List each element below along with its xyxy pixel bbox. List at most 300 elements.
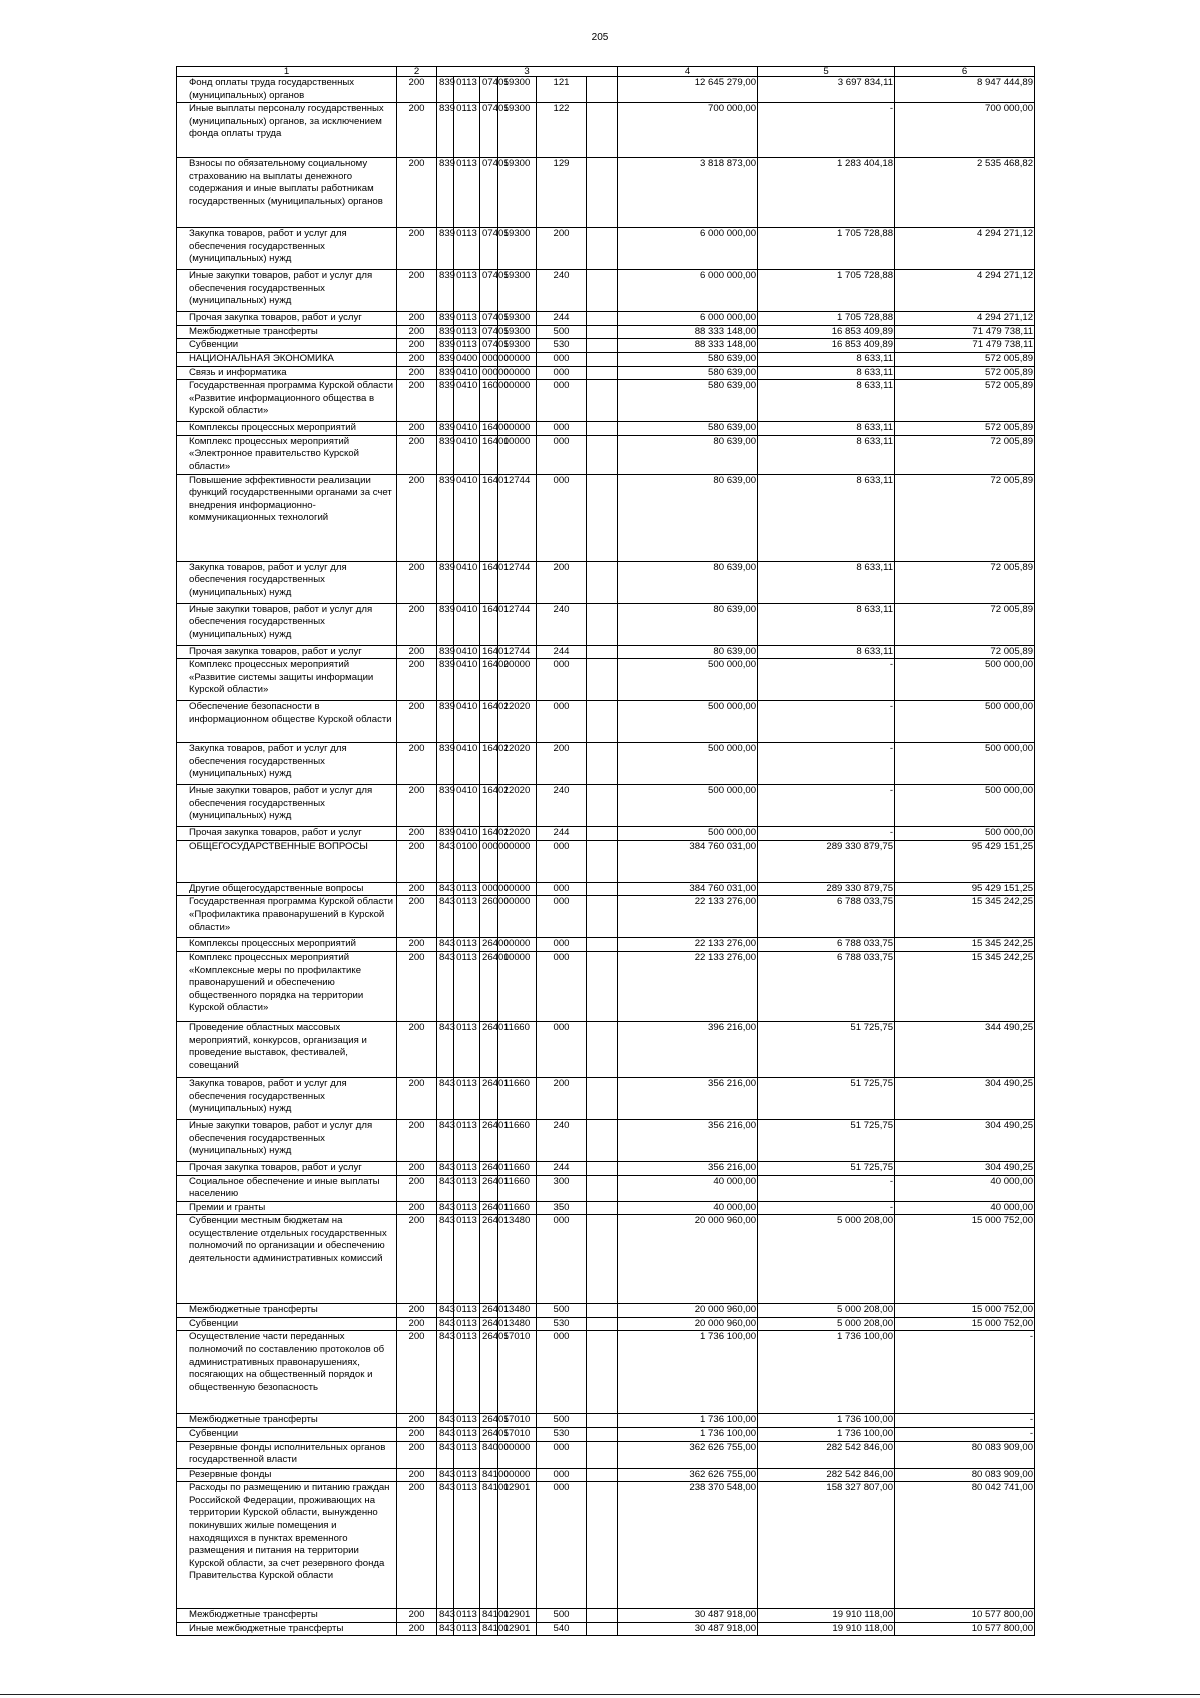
row-name: Взносы по обязательному социальному страхованию на выплаты денежного содержания и иные выплаты работникам государственных (муниципальных) органов bbox=[177, 158, 397, 228]
table-row bbox=[177, 1622, 1035, 1636]
row-vid: 244 bbox=[537, 312, 587, 326]
row-prog: 84100 bbox=[480, 1609, 498, 1623]
row-ministry: 843 bbox=[437, 896, 454, 938]
row-fact: 6 788 033,75 bbox=[758, 896, 895, 938]
table-row bbox=[177, 645, 1035, 659]
row-vid: 530 bbox=[537, 1428, 587, 1442]
row-vid: 240 bbox=[537, 785, 587, 827]
row-section: 0113 bbox=[454, 1215, 480, 1304]
table-row bbox=[177, 1331, 1035, 1414]
row-admin: 200 bbox=[397, 422, 437, 436]
row-plan: 22 133 276,00 bbox=[618, 938, 758, 952]
row-section: 0400 bbox=[454, 352, 480, 366]
row-ministry: 843 bbox=[437, 951, 454, 1021]
row-ministry: 839 bbox=[437, 158, 454, 228]
row-prog: 16402 bbox=[480, 785, 498, 827]
table-row bbox=[177, 951, 1035, 1021]
spacer-cell bbox=[587, 938, 618, 952]
row-name: Иные закупки товаров, работ и услуг для обеспечения государственных (муниципальных) нужд bbox=[177, 785, 397, 827]
header-col-6: 6 bbox=[895, 67, 1035, 77]
spacer-cell bbox=[587, 380, 618, 422]
row-name: Межбюджетные трансферты bbox=[177, 325, 397, 339]
row-section: 0113 bbox=[454, 938, 480, 952]
table-body bbox=[177, 77, 1035, 1636]
row-name: Комплекс процессных мероприятий «Развитие системы защиты информации Курской области» bbox=[177, 659, 397, 701]
row-fact: 1 736 100,00 bbox=[758, 1414, 895, 1428]
row-prog: 26401 bbox=[480, 1021, 498, 1077]
row-dir: 13480 bbox=[498, 1215, 537, 1304]
row-fact: 5 000 208,00 bbox=[758, 1317, 895, 1331]
row-fact: 8 633,11 bbox=[758, 352, 895, 366]
row-ministry: 839 bbox=[437, 77, 454, 103]
row-ministry: 843 bbox=[437, 840, 454, 882]
row-vid: 000 bbox=[537, 1215, 587, 1304]
row-plan: 3 818 873,00 bbox=[618, 158, 758, 228]
row-name: Закупка товаров, работ и услуг для обеспечения государственных (муниципальных) нужд bbox=[177, 561, 397, 603]
row-fact: 51 725,75 bbox=[758, 1021, 895, 1077]
row-ministry: 843 bbox=[437, 1119, 454, 1161]
row-vid: 530 bbox=[537, 1317, 587, 1331]
table-row bbox=[177, 1428, 1035, 1442]
row-dir: 59300 bbox=[498, 103, 537, 158]
row-rest: 80 042 741,00 bbox=[895, 1482, 1035, 1609]
row-fact: 1 283 404,18 bbox=[758, 158, 895, 228]
row-plan: 1 736 100,00 bbox=[618, 1414, 758, 1428]
row-prog: 84100 bbox=[480, 1482, 498, 1609]
row-plan: 88 333 148,00 bbox=[618, 325, 758, 339]
row-dir: 59300 bbox=[498, 228, 537, 270]
row-vid: 244 bbox=[537, 827, 587, 841]
row-admin: 200 bbox=[397, 1468, 437, 1482]
row-section: 0410 bbox=[454, 366, 480, 380]
row-name: Фонд оплаты труда государственных (муниципальных) органов bbox=[177, 77, 397, 103]
row-prog: 26401 bbox=[480, 1201, 498, 1215]
spacer-cell bbox=[587, 785, 618, 827]
row-rest: 15 000 752,00 bbox=[895, 1215, 1035, 1304]
row-ministry: 843 bbox=[437, 1317, 454, 1331]
row-fact: 8 633,11 bbox=[758, 435, 895, 474]
row-plan: 80 639,00 bbox=[618, 561, 758, 603]
row-rest: - bbox=[895, 1331, 1035, 1414]
row-admin: 200 bbox=[397, 158, 437, 228]
row-vid: 000 bbox=[537, 840, 587, 882]
row-admin: 200 bbox=[397, 561, 437, 603]
row-name: Комплекс процессных мероприятий «Электронное правительство Курской области» bbox=[177, 435, 397, 474]
row-name: НАЦИОНАЛЬНАЯ ЭКОНОМИКА bbox=[177, 352, 397, 366]
row-section: 0113 bbox=[454, 158, 480, 228]
row-plan: 500 000,00 bbox=[618, 659, 758, 701]
spacer-cell bbox=[587, 1482, 618, 1609]
row-plan: 6 000 000,00 bbox=[618, 270, 758, 312]
row-fact: 19 910 118,00 bbox=[758, 1622, 895, 1636]
row-dir: 11660 bbox=[498, 1021, 537, 1077]
table-row bbox=[177, 435, 1035, 474]
row-section: 0410 bbox=[454, 422, 480, 436]
row-dir: 00000 bbox=[498, 882, 537, 896]
row-ministry: 843 bbox=[437, 1021, 454, 1077]
row-admin: 200 bbox=[397, 1441, 437, 1468]
row-dir: 11660 bbox=[498, 1077, 537, 1119]
row-section: 0113 bbox=[454, 896, 480, 938]
row-section: 0113 bbox=[454, 1428, 480, 1442]
row-rest: 4 294 271,12 bbox=[895, 270, 1035, 312]
spacer-cell bbox=[587, 474, 618, 561]
table-row bbox=[177, 474, 1035, 561]
row-fact: - bbox=[758, 1201, 895, 1215]
row-ministry: 839 bbox=[437, 228, 454, 270]
row-ministry: 839 bbox=[437, 380, 454, 422]
row-plan: 356 216,00 bbox=[618, 1161, 758, 1175]
row-dir: 57010 bbox=[498, 1414, 537, 1428]
row-prog: 26401 bbox=[480, 1119, 498, 1161]
row-rest: 572 005,89 bbox=[895, 380, 1035, 422]
row-dir: 11660 bbox=[498, 1175, 537, 1201]
table-row bbox=[177, 1609, 1035, 1623]
row-fact: 8 633,11 bbox=[758, 645, 895, 659]
row-dir: 11660 bbox=[498, 1161, 537, 1175]
spacer-cell bbox=[587, 270, 618, 312]
row-section: 0113 bbox=[454, 951, 480, 1021]
row-name: Государственная программа Курской области «Развитие информационного общества в Курской области» bbox=[177, 380, 397, 422]
spacer-cell bbox=[587, 1317, 618, 1331]
spacer-cell bbox=[587, 840, 618, 882]
row-section: 0113 bbox=[454, 339, 480, 353]
row-name: Межбюджетные трансферты bbox=[177, 1304, 397, 1318]
row-vid: 129 bbox=[537, 158, 587, 228]
row-prog: 26401 bbox=[480, 1175, 498, 1201]
header-col-3: 3 bbox=[437, 67, 618, 77]
header-col-2: 2 bbox=[397, 67, 437, 77]
row-fact: 3 697 834,11 bbox=[758, 77, 895, 103]
row-dir: 12901 bbox=[498, 1609, 537, 1623]
row-section: 0113 bbox=[454, 312, 480, 326]
row-vid: 500 bbox=[537, 1304, 587, 1318]
header-col-5: 5 bbox=[758, 67, 895, 77]
row-rest: 71 479 738,11 bbox=[895, 325, 1035, 339]
row-name: Межбюджетные трансферты bbox=[177, 1414, 397, 1428]
spacer-cell bbox=[587, 422, 618, 436]
row-ministry: 839 bbox=[437, 645, 454, 659]
row-rest: 8 947 444,89 bbox=[895, 77, 1035, 103]
spacer-cell bbox=[587, 882, 618, 896]
row-admin: 200 bbox=[397, 659, 437, 701]
spacer-cell bbox=[587, 435, 618, 474]
row-vid: 000 bbox=[537, 366, 587, 380]
row-fact: 6 788 033,75 bbox=[758, 938, 895, 952]
row-name: Расходы по размещению и питанию граждан Российской Федерации, проживающих на территории Курской области, вынужденно покинувших жилые помещения и находящихся в пунктах временного размещения и питания на территории Курской области, за счет резервного фонда Правительства Курской области bbox=[177, 1482, 397, 1609]
row-name: Комплексы процессных мероприятий bbox=[177, 938, 397, 952]
row-dir: 00000 bbox=[498, 380, 537, 422]
row-dir: 59300 bbox=[498, 312, 537, 326]
row-fact: 8 633,11 bbox=[758, 366, 895, 380]
row-fact: - bbox=[758, 103, 895, 158]
row-name: Прочая закупка товаров, работ и услуг bbox=[177, 827, 397, 841]
row-fact: 8 633,11 bbox=[758, 474, 895, 561]
row-section: 0113 bbox=[454, 325, 480, 339]
row-prog: 26401 bbox=[480, 1077, 498, 1119]
table-row bbox=[177, 312, 1035, 326]
row-fact: - bbox=[758, 701, 895, 743]
row-ministry: 839 bbox=[437, 474, 454, 561]
row-ministry: 843 bbox=[437, 1215, 454, 1304]
row-ministry: 843 bbox=[437, 1331, 454, 1414]
scan-edge-line bbox=[0, 1694, 1200, 1695]
row-plan: 6 000 000,00 bbox=[618, 312, 758, 326]
row-section: 0113 bbox=[454, 1304, 480, 1318]
row-plan: 362 626 755,00 bbox=[618, 1441, 758, 1468]
row-rest: 344 490,25 bbox=[895, 1021, 1035, 1077]
row-dir: 00000 bbox=[498, 938, 537, 952]
row-name: Государственная программа Курской области «Профилактика правонарушений в Курской области» bbox=[177, 896, 397, 938]
spacer-cell bbox=[587, 1215, 618, 1304]
spacer-cell bbox=[587, 951, 618, 1021]
row-section: 0410 bbox=[454, 827, 480, 841]
row-section: 0113 bbox=[454, 1441, 480, 1468]
table-row bbox=[177, 1175, 1035, 1201]
row-ministry: 839 bbox=[437, 659, 454, 701]
spacer-cell bbox=[587, 1414, 618, 1428]
row-fact: - bbox=[758, 785, 895, 827]
row-name: Субвенции bbox=[177, 1428, 397, 1442]
spacer-cell bbox=[587, 312, 618, 326]
row-plan: 1 736 100,00 bbox=[618, 1331, 758, 1414]
row-prog: 26000 bbox=[480, 896, 498, 938]
row-section: 0410 bbox=[454, 603, 480, 645]
row-ministry: 843 bbox=[437, 1441, 454, 1468]
row-plan: 1 736 100,00 bbox=[618, 1428, 758, 1442]
row-dir: 57010 bbox=[498, 1428, 537, 1442]
row-vid: 200 bbox=[537, 561, 587, 603]
row-name: Иные межбюджетные трансферты bbox=[177, 1622, 397, 1636]
row-vid: 350 bbox=[537, 1201, 587, 1215]
row-rest: 40 000,00 bbox=[895, 1201, 1035, 1215]
row-vid: 000 bbox=[537, 1482, 587, 1609]
row-dir: 13480 bbox=[498, 1317, 537, 1331]
row-dir: 12020 bbox=[498, 827, 537, 841]
row-admin: 200 bbox=[397, 882, 437, 896]
spacer-cell bbox=[587, 228, 618, 270]
table-row bbox=[177, 1482, 1035, 1609]
row-ministry: 839 bbox=[437, 561, 454, 603]
row-rest: 15 000 752,00 bbox=[895, 1304, 1035, 1318]
row-section: 0113 bbox=[454, 77, 480, 103]
row-name: Иные закупки товаров, работ и услуг для обеспечения государственных (муниципальных) нужд bbox=[177, 1119, 397, 1161]
row-admin: 200 bbox=[397, 228, 437, 270]
row-name: Иные закупки товаров, работ и услуг для обеспечения государственных (муниципальных) нужд bbox=[177, 603, 397, 645]
row-section: 0113 bbox=[454, 1317, 480, 1331]
table-row bbox=[177, 1414, 1035, 1428]
row-rest: 500 000,00 bbox=[895, 743, 1035, 785]
row-name: Межбюджетные трансферты bbox=[177, 1609, 397, 1623]
row-name: Закупка товаров, работ и услуг для обеспечения государственных (муниципальных) нужд bbox=[177, 1077, 397, 1119]
row-vid: 000 bbox=[537, 951, 587, 1021]
row-ministry: 843 bbox=[437, 1201, 454, 1215]
row-admin: 200 bbox=[397, 1414, 437, 1428]
row-plan: 384 760 031,00 bbox=[618, 840, 758, 882]
row-ministry: 843 bbox=[437, 938, 454, 952]
row-section: 0113 bbox=[454, 882, 480, 896]
row-ministry: 839 bbox=[437, 339, 454, 353]
row-section: 0113 bbox=[454, 1077, 480, 1119]
spacer-cell bbox=[587, 1021, 618, 1077]
row-name: Проведение областных массовых мероприятий, конкурсов, организация и проведение выставок, фестивалей, совещаний bbox=[177, 1021, 397, 1077]
row-fact: - bbox=[758, 743, 895, 785]
row-admin: 200 bbox=[397, 339, 437, 353]
table-row bbox=[177, 1021, 1035, 1077]
row-dir: 12901 bbox=[498, 1622, 537, 1636]
page-number: 205 bbox=[591, 32, 609, 43]
row-name: Субвенции местным бюджетам на осуществление отдельных государственных полномочий по организации и обеспечению деятельности административных комиссий bbox=[177, 1215, 397, 1304]
row-name: Закупка товаров, работ и услуг для обеспечения государственных (муниципальных) нужд bbox=[177, 743, 397, 785]
row-plan: 20 000 960,00 bbox=[618, 1215, 758, 1304]
row-fact: 51 725,75 bbox=[758, 1161, 895, 1175]
row-dir: 11660 bbox=[498, 1119, 537, 1161]
row-rest: 4 294 271,12 bbox=[895, 312, 1035, 326]
row-vid: 000 bbox=[537, 474, 587, 561]
row-rest: - bbox=[895, 1428, 1035, 1442]
table-row bbox=[177, 77, 1035, 103]
row-vid: 540 bbox=[537, 1622, 587, 1636]
row-admin: 200 bbox=[397, 1215, 437, 1304]
spacer-cell bbox=[587, 659, 618, 701]
row-vid: 240 bbox=[537, 603, 587, 645]
row-dir: 12901 bbox=[498, 1482, 537, 1609]
row-rest: 500 000,00 bbox=[895, 701, 1035, 743]
row-rest: 500 000,00 bbox=[895, 785, 1035, 827]
row-plan: 22 133 276,00 bbox=[618, 896, 758, 938]
row-fact: 51 725,75 bbox=[758, 1119, 895, 1161]
row-vid: 000 bbox=[537, 422, 587, 436]
row-name: Иные закупки товаров, работ и услуг для обеспечения государственных (муниципальных) нужд bbox=[177, 270, 397, 312]
row-section: 0113 bbox=[454, 1201, 480, 1215]
row-plan: 80 639,00 bbox=[618, 603, 758, 645]
row-vid: 244 bbox=[537, 1161, 587, 1175]
row-ministry: 843 bbox=[437, 1622, 454, 1636]
row-section: 0113 bbox=[454, 103, 480, 158]
row-prog: 07401 bbox=[480, 158, 498, 228]
row-ministry: 839 bbox=[437, 701, 454, 743]
row-vid: 000 bbox=[537, 659, 587, 701]
row-vid: 300 bbox=[537, 1175, 587, 1201]
row-name: Прочая закупка товаров, работ и услуг bbox=[177, 312, 397, 326]
row-prog: 84000 bbox=[480, 1441, 498, 1468]
row-fact: 5 000 208,00 bbox=[758, 1215, 895, 1304]
spacer-cell bbox=[587, 1119, 618, 1161]
row-prog: 07401 bbox=[480, 339, 498, 353]
row-rest: 700 000,00 bbox=[895, 103, 1035, 158]
spacer-cell bbox=[587, 645, 618, 659]
row-plan: 20 000 960,00 bbox=[618, 1317, 758, 1331]
row-dir: 12744 bbox=[498, 603, 537, 645]
row-ministry: 843 bbox=[437, 1304, 454, 1318]
row-ministry: 843 bbox=[437, 882, 454, 896]
spacer-cell bbox=[587, 827, 618, 841]
row-ministry: 839 bbox=[437, 325, 454, 339]
row-rest: 2 535 468,82 bbox=[895, 158, 1035, 228]
row-name: Обеспечение безопасности в информационном обществе Курской области bbox=[177, 701, 397, 743]
row-rest: 72 005,89 bbox=[895, 474, 1035, 561]
row-name: Прочая закупка товаров, работ и услуг bbox=[177, 645, 397, 659]
row-dir: 00000 bbox=[498, 352, 537, 366]
row-rest: 95 429 151,25 bbox=[895, 882, 1035, 896]
row-section: 0113 bbox=[454, 228, 480, 270]
spacer-cell bbox=[587, 1161, 618, 1175]
row-rest: 15 000 752,00 bbox=[895, 1317, 1035, 1331]
row-prog: 26401 bbox=[480, 951, 498, 1021]
row-vid: 000 bbox=[537, 435, 587, 474]
row-vid: 000 bbox=[537, 1021, 587, 1077]
row-rest: 10 577 800,00 bbox=[895, 1622, 1035, 1636]
row-prog: 26401 bbox=[480, 1428, 498, 1442]
row-name: Другие общегосударственные вопросы bbox=[177, 882, 397, 896]
row-dir: 59300 bbox=[498, 158, 537, 228]
row-vid: 200 bbox=[537, 228, 587, 270]
table-row bbox=[177, 380, 1035, 422]
row-prog: 26401 bbox=[480, 1331, 498, 1414]
row-rest: 95 429 151,25 bbox=[895, 840, 1035, 882]
row-dir: 12744 bbox=[498, 474, 537, 561]
table-row bbox=[177, 701, 1035, 743]
row-vid: 530 bbox=[537, 339, 587, 353]
row-vid: 000 bbox=[537, 1331, 587, 1414]
spacer-cell bbox=[587, 1201, 618, 1215]
row-name: Премии и гранты bbox=[177, 1201, 397, 1215]
row-admin: 200 bbox=[397, 352, 437, 366]
row-fact: 158 327 807,00 bbox=[758, 1482, 895, 1609]
row-admin: 200 bbox=[397, 474, 437, 561]
row-admin: 200 bbox=[397, 1482, 437, 1609]
row-admin: 200 bbox=[397, 1021, 437, 1077]
row-section: 0113 bbox=[454, 1161, 480, 1175]
spacer-cell bbox=[587, 158, 618, 228]
row-ministry: 839 bbox=[437, 422, 454, 436]
row-prog: 16400 bbox=[480, 422, 498, 436]
row-section: 0410 bbox=[454, 380, 480, 422]
row-prog: 84100 bbox=[480, 1468, 498, 1482]
row-section: 0410 bbox=[454, 435, 480, 474]
table-row bbox=[177, 158, 1035, 228]
table-row bbox=[177, 561, 1035, 603]
row-admin: 200 bbox=[397, 1201, 437, 1215]
row-vid: 200 bbox=[537, 743, 587, 785]
row-prog: 16401 bbox=[480, 474, 498, 561]
spacer-cell bbox=[587, 1175, 618, 1201]
row-fact: 6 788 033,75 bbox=[758, 951, 895, 1021]
row-plan: 40 000,00 bbox=[618, 1175, 758, 1201]
row-plan: 500 000,00 bbox=[618, 785, 758, 827]
row-fact: 1 705 728,88 bbox=[758, 312, 895, 326]
row-section: 0113 bbox=[454, 1609, 480, 1623]
table-row bbox=[177, 1119, 1035, 1161]
row-fact: - bbox=[758, 659, 895, 701]
row-ministry: 839 bbox=[437, 743, 454, 785]
row-plan: 700 000,00 bbox=[618, 103, 758, 158]
row-ministry: 839 bbox=[437, 827, 454, 841]
row-plan: 80 639,00 bbox=[618, 435, 758, 474]
row-name: Резервные фонды исполнительных органов государственной власти bbox=[177, 1441, 397, 1468]
row-fact: 16 853 409,89 bbox=[758, 339, 895, 353]
row-fact: 1 736 100,00 bbox=[758, 1331, 895, 1414]
row-vid: 244 bbox=[537, 645, 587, 659]
row-name: Социальное обеспечение и иные выплаты населению bbox=[177, 1175, 397, 1201]
row-name: Субвенции bbox=[177, 1317, 397, 1331]
row-prog: 16402 bbox=[480, 659, 498, 701]
row-prog: 00000 bbox=[480, 366, 498, 380]
row-prog: 16401 bbox=[480, 561, 498, 603]
row-rest: 80 083 909,00 bbox=[895, 1468, 1035, 1482]
row-section: 0113 bbox=[454, 270, 480, 312]
row-plan: 80 639,00 bbox=[618, 645, 758, 659]
